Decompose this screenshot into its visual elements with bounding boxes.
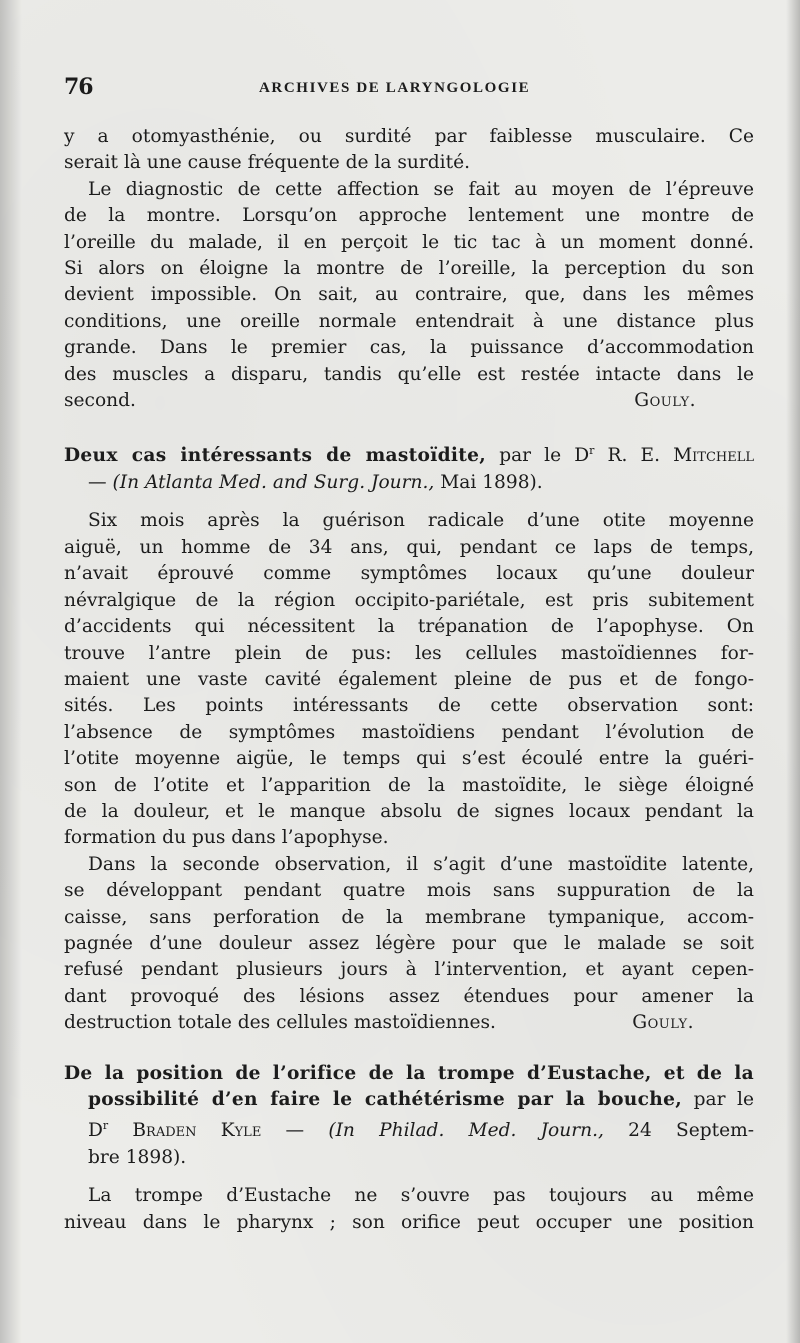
page-edge-shadow xyxy=(786,0,800,1343)
paragraph-second-case-line xyxy=(64,957,754,983)
text-line: Si alors on éloigne la montre de l’oreille, la perception du son xyxy=(64,258,754,280)
paragraph-case-line xyxy=(64,614,754,640)
text-line: l’absence de symptômes mastoïdiens pendant l’évolution de xyxy=(64,721,754,743)
paragraph-eustache-line xyxy=(64,1183,754,1209)
reference-date: 24 Septem- xyxy=(628,1120,754,1142)
article-title-bold: De la position de l’orifice de la trompe d’Eustache, et de la xyxy=(64,1062,754,1084)
paragraph-case-line xyxy=(64,799,754,825)
paragraph-continuation xyxy=(64,124,754,150)
paragraph-diagnostic-line xyxy=(64,309,754,335)
title-superscript: r xyxy=(589,444,595,458)
article-reference xyxy=(64,1113,754,1145)
section-spacer xyxy=(64,496,754,508)
section-spacer xyxy=(64,414,754,438)
page-body xyxy=(64,124,754,1236)
text-line: y a otomyasthénie, ou surdité par faiblesse musculaire. Ce xyxy=(64,126,754,147)
paragraph-second-case-line xyxy=(64,852,754,878)
binding-shadow xyxy=(0,0,22,1343)
text-line: trouve l’antre plein de pus: les cellules mastoïdiennes for- xyxy=(64,642,754,664)
text-line: Dans la seconde observation, il s’agit d’une mastoïdite latente, xyxy=(88,853,754,875)
paragraph-case-line xyxy=(64,508,754,534)
article-title-by: par le D xyxy=(499,445,590,467)
article-reference-end xyxy=(64,1145,754,1171)
text-line: des muscles a disparu, tandis qu’elle est restée intacte dans le xyxy=(64,363,754,385)
paragraph-diagnostic-line xyxy=(64,177,754,203)
signature-line xyxy=(64,1010,754,1036)
paragraph-case-line xyxy=(64,561,754,587)
text-line: destruction totale des cellules mastoïdiennes. xyxy=(64,1012,496,1034)
reference-date: Mai 1898). xyxy=(440,472,543,494)
journal-reference: (In Philad. Med. Journ., xyxy=(328,1120,604,1142)
text-line: d’accidents qui nécessitent la trépanation de l’apophyse. On xyxy=(64,616,754,638)
text-line: pagnée d’une douleur assez légère pour que le malade se soit xyxy=(64,932,754,954)
article-title-bold: possibilité d’en faire le cathétérisme par la bouche, xyxy=(88,1089,682,1110)
section-spacer xyxy=(64,1037,754,1061)
text-line: Le diagnostic de cette affection se fait au moyen de l’épreuve xyxy=(88,178,754,200)
text-line: de la douleur, et le manque absolu de signes locaux pendant la xyxy=(64,800,754,822)
paragraph-case-line xyxy=(64,588,754,614)
paragraph-diagnostic-line xyxy=(64,230,754,256)
paragraph-second-case-line xyxy=(64,878,754,904)
ref-dash: — xyxy=(285,1120,305,1142)
paragraph-case-line xyxy=(64,641,754,667)
title-superscript: r xyxy=(102,1119,109,1133)
text-line: formation du pus dans l’apophyse. xyxy=(64,827,389,849)
paragraph-case-line xyxy=(64,535,754,561)
paragraph-diagnostic-line xyxy=(64,362,754,388)
paragraph-diagnostic-line xyxy=(64,256,754,282)
signature-line xyxy=(64,388,754,414)
paragraph-second-case-line xyxy=(64,905,754,931)
paragraph-second-case-line xyxy=(64,931,754,957)
paragraph-eustache-line xyxy=(64,1210,754,1236)
text-line: La trompe d’Eustache ne s’ouvre pas toujours au même xyxy=(88,1185,754,1207)
paragraph-diagnostic-line xyxy=(64,203,754,229)
text-line: de la montre. Lorsqu’on approche lentement une montre de xyxy=(64,205,754,227)
ref-dash: — xyxy=(88,472,107,494)
article-title-by: par le xyxy=(693,1089,754,1110)
text-line: niveau dans le pharynx ; son orifice peut occuper une position xyxy=(64,1211,754,1233)
text-line: Six mois après la guérison radicale d’une otite moyenne xyxy=(88,510,754,532)
text-line: refusé pendant plusieurs jours à l’intervention, et ayant cepen- xyxy=(64,959,754,981)
running-title: ARCHIVES DE LARYNGOLOGIE xyxy=(259,80,531,96)
section-spacer xyxy=(64,1171,754,1183)
text-line: son de l’otite et l’apparition de la mastoïdite, le siège éloigné xyxy=(64,774,754,796)
paragraph-case-line xyxy=(64,773,754,799)
article-title xyxy=(64,1061,754,1087)
text-line: aiguë, un homme de 34 ans, qui, pendant ce laps de temps, xyxy=(64,536,754,558)
article-author: R. E. Mitchell xyxy=(607,445,754,467)
paragraph-second-case-line xyxy=(64,984,754,1010)
text-line: l’oreille du malade, il en perçoit le tic tac à un moment donné. xyxy=(64,231,754,253)
paragraph-case-line xyxy=(64,693,754,719)
text-line: caisse, sans perforation de la membrane tympanique, accom- xyxy=(64,906,754,928)
article-author: Braden Kyle xyxy=(132,1120,262,1142)
text-line: se développant pendant quatre mois sans suppuration de la xyxy=(64,880,754,902)
journal-reference: (In Atlanta Med. and Surg. Journ., xyxy=(112,472,435,494)
article-title xyxy=(64,438,754,470)
text-line: serait là une cause fréquente de la surdité. xyxy=(64,152,471,174)
text-line: maient une vaste cavité également pleine de pus et de fongo- xyxy=(64,668,754,690)
paragraph-case-line xyxy=(64,720,754,746)
paragraph-continuation-end xyxy=(64,150,754,176)
paragraph-diagnostic-line xyxy=(64,335,754,361)
author-prefix: D xyxy=(88,1120,103,1142)
paragraph-case-end xyxy=(64,825,754,851)
article-title-bold: Deux cas intéressants de mastoïdite, xyxy=(64,445,487,467)
author-signature: Gouly. xyxy=(632,1012,694,1034)
text-line: névralgique de la région occipito-pariétale, est pris subitement xyxy=(64,589,754,611)
paragraph-case-line xyxy=(64,667,754,693)
reference-date-end: bre 1898). xyxy=(88,1147,187,1168)
author-signature: Gouly. xyxy=(634,390,696,412)
page-header xyxy=(64,74,754,104)
article-title-continuation xyxy=(64,1087,754,1113)
text-line: l’otite moyenne aigüe, le temps qui s’est écoulé entre la guéri- xyxy=(64,748,754,770)
text-line: devient impossible. On sait, au contraire, que, dans les mêmes xyxy=(64,284,754,306)
text-line: dant provoqué des lésions assez étendues pour amener la xyxy=(64,985,754,1007)
text-line: n’avait éprouvé comme symptômes locaux qu’une douleur xyxy=(64,563,754,585)
article-reference xyxy=(64,470,754,496)
text-line: second. xyxy=(64,390,136,412)
paragraph-case-line xyxy=(64,746,754,772)
text-line: grande. Dans le premier cas, la puissance d’accommodation xyxy=(64,337,754,359)
page-number: 76 xyxy=(64,74,93,100)
text-line: conditions, une oreille normale entendrait à une distance plus xyxy=(64,310,754,332)
text-line: sités. Les points intéressants de cette observation sont: xyxy=(64,695,754,717)
paragraph-diagnostic-line xyxy=(64,282,754,308)
